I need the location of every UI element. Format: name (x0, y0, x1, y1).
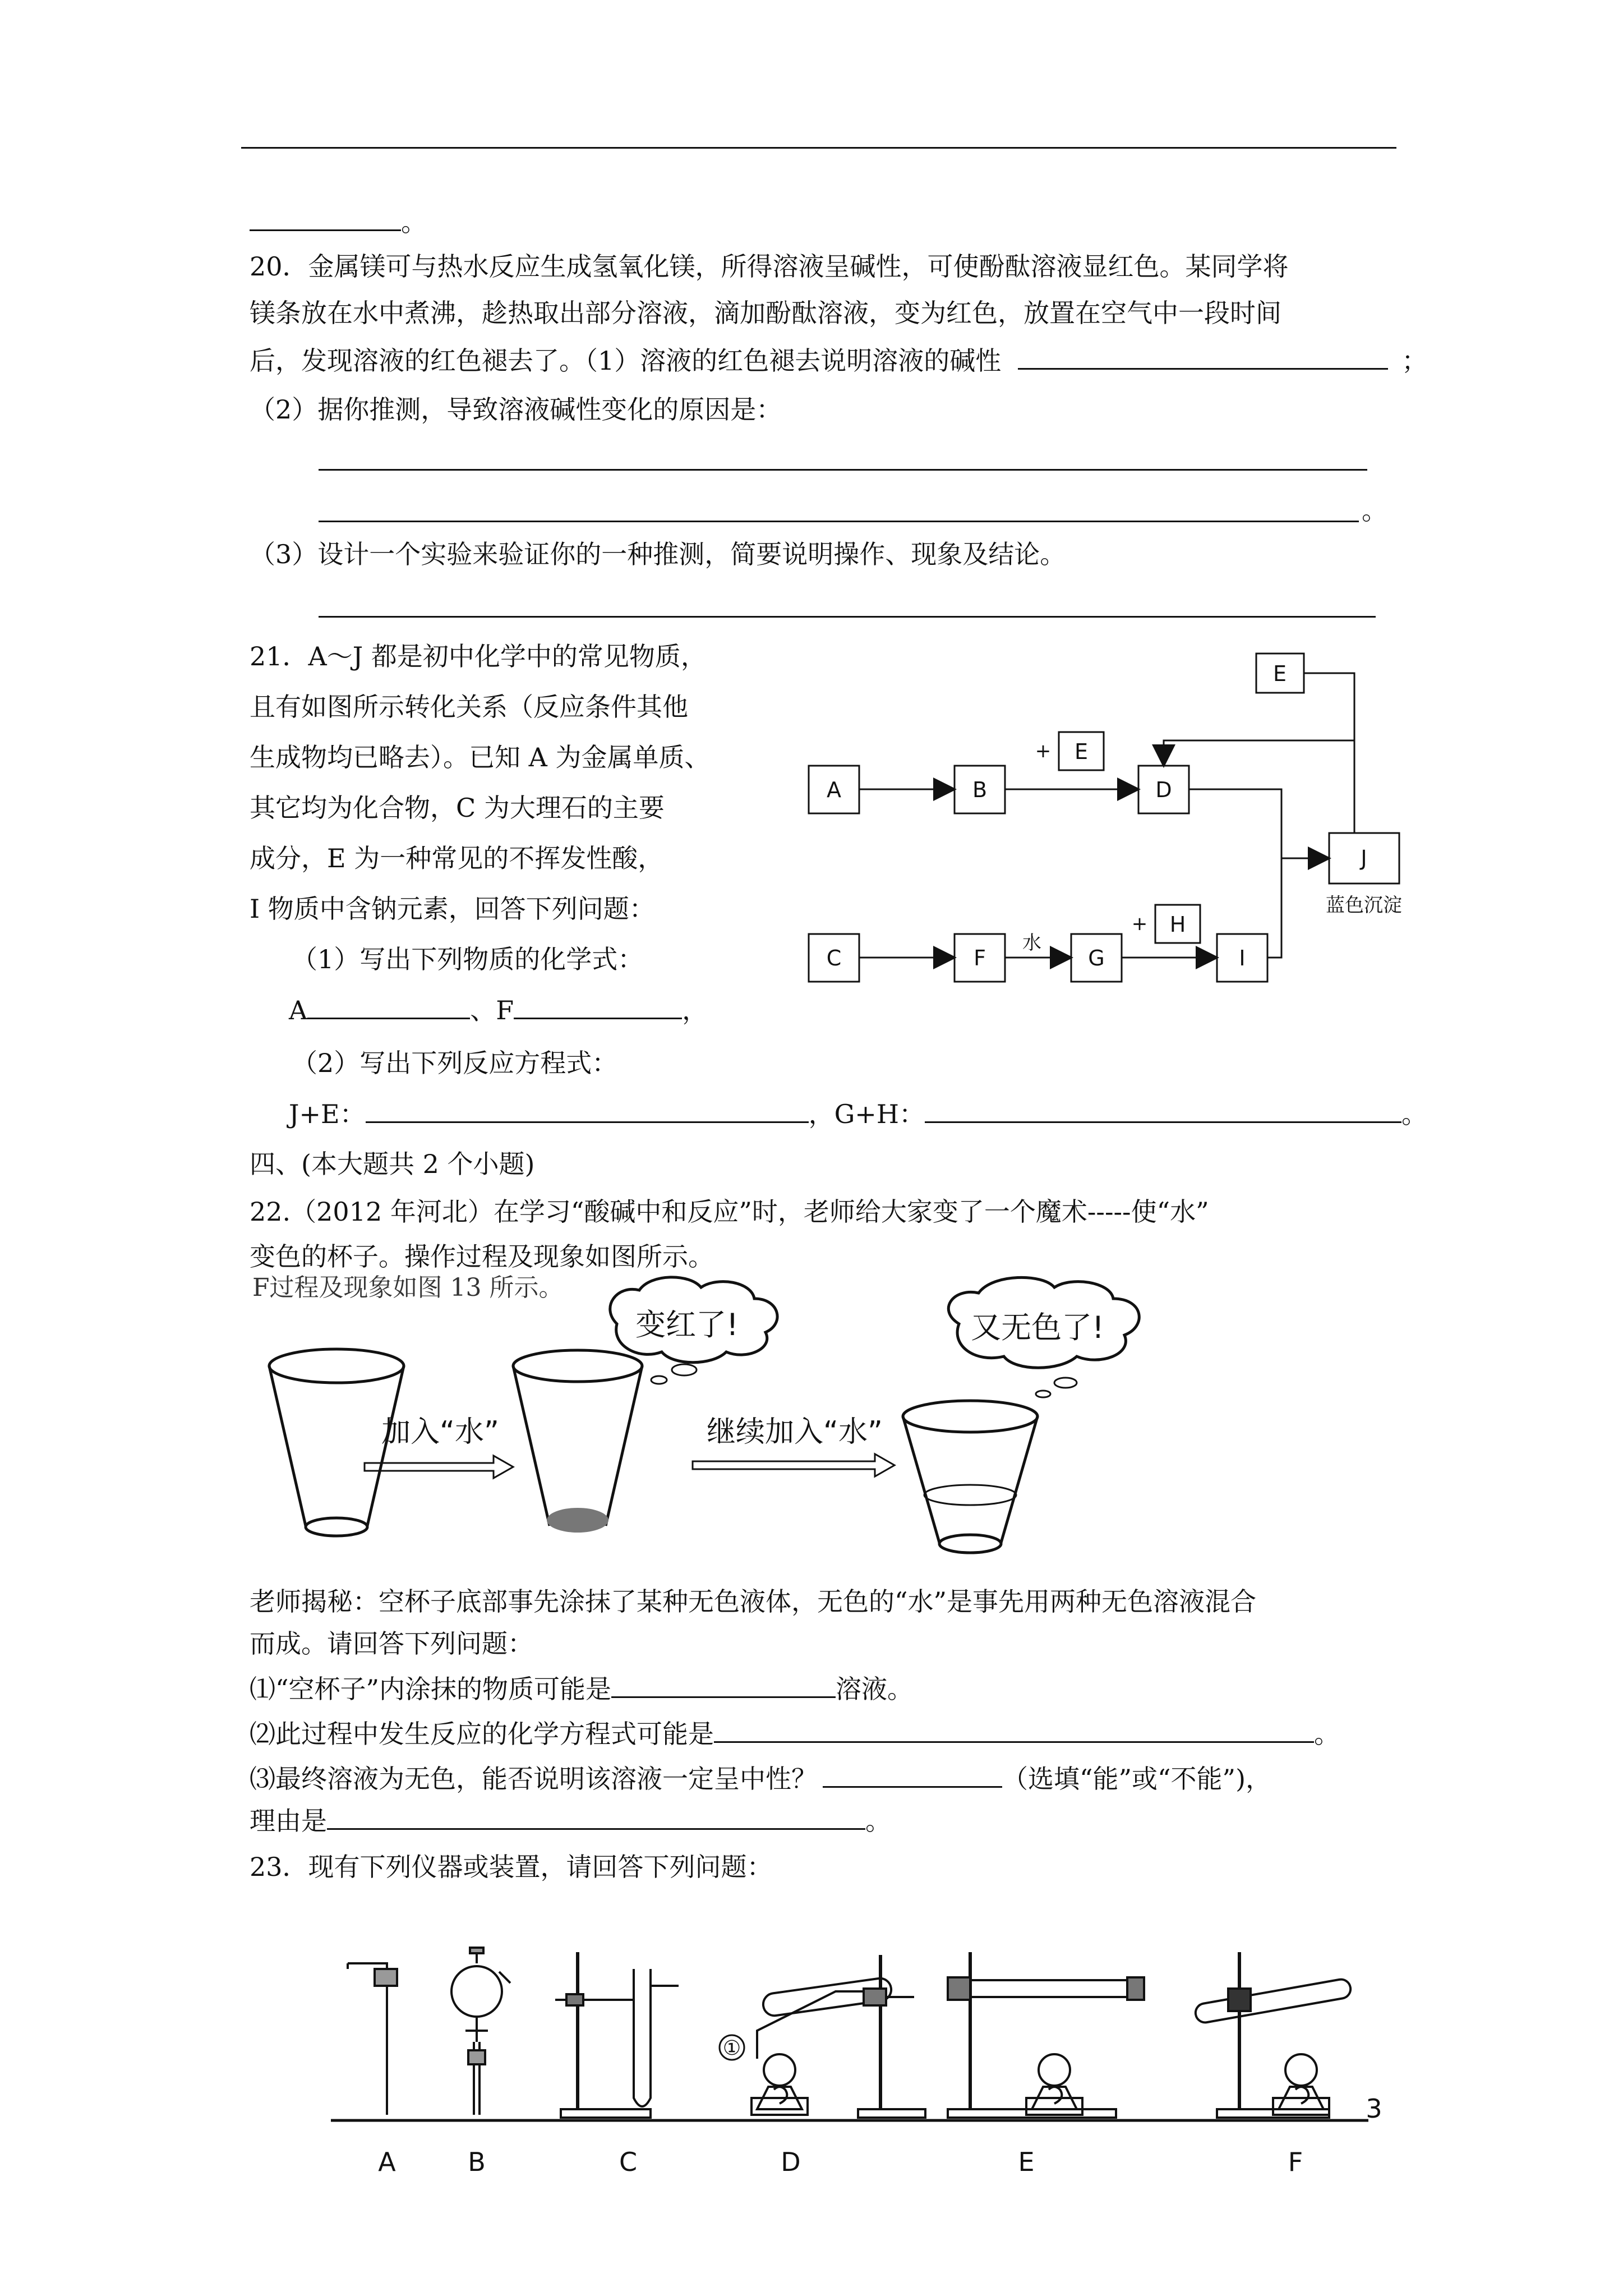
q22-sub1 (250, 1672, 913, 1706)
q22-sub4 (250, 1803, 891, 1838)
label-apparatus-e: E (1018, 2147, 1035, 2177)
q22-line1: 22.（2012 年河北）在学习“酸碱中和反应”时，老师给大家变了一个魔术-----使“水” (250, 1197, 1209, 1227)
node-b: B (972, 777, 988, 802)
blue-precipitate-label: 蓝色沉淀 (1326, 894, 1402, 917)
q20-line5-end: 。 (1362, 495, 1387, 526)
q22-sub3-suffix: （选填“能”或“不能”)， (1002, 1764, 1272, 1794)
answer-blank-equation[interactable] (714, 1717, 1314, 1743)
semicolon: ； (1401, 346, 1428, 376)
answer-line-q20-3[interactable] (319, 616, 1376, 618)
q20-line6: （3）设计一个实验来验证你的一种推测，简要说明操作、现象及结论。 (250, 539, 1066, 569)
circle-label-1: ① (722, 2037, 741, 2060)
figure-header-text: F过程及现象如图 13 所示。 (252, 1273, 564, 1302)
q22-sub2 (250, 1717, 1340, 1751)
q22-reveal2: 而成。请回答下列问题： (250, 1628, 533, 1659)
section4-heading: 四、(本大题共 2 个小题) (250, 1149, 535, 1179)
q20-line1: 20．金属镁可与热水反应生成氢氧化镁，所得溶液呈碱性，可使酚酞溶液显红色。某同学将 (250, 251, 1289, 282)
plus-h: + (1131, 913, 1148, 935)
node-c: C (826, 946, 842, 970)
q22-line2: 变色的杯子。操作过程及现象如图所示。 (250, 1241, 714, 1272)
label-apparatus-c: C (619, 2147, 638, 2177)
q22-sub3 (250, 1761, 1271, 1796)
q23-text: 23．现有下列仪器或装置，请回答下列问题： (250, 1852, 773, 1882)
answer-blank[interactable] (250, 205, 401, 231)
arrow1-label: 加入“水” (381, 1415, 499, 1449)
label-apparatus-a: A (378, 2147, 396, 2177)
answer-blank-cup-substance[interactable] (611, 1672, 836, 1698)
label-a: A (289, 995, 308, 1025)
node-i: I (1239, 946, 1246, 970)
answer-blank-neutral[interactable] (823, 1761, 1002, 1788)
water-label: 水 (1022, 932, 1041, 954)
node-e-top: E (1272, 661, 1287, 686)
prev-answer-line (250, 205, 427, 239)
label-apparatus-b: B (468, 2147, 486, 2177)
node-h: H (1169, 912, 1186, 937)
bubble2-text: 又无色了! (971, 1310, 1104, 1345)
node-e: E (1074, 739, 1089, 764)
q22-sub4-text: 理由是 (250, 1806, 327, 1836)
plus-e: + (1035, 740, 1052, 762)
node-j: J (1361, 846, 1367, 871)
answer-blank-je[interactable] (366, 1097, 809, 1123)
answer-blank-reason[interactable] (327, 1803, 865, 1830)
period: 。 (1314, 1719, 1340, 1749)
period: 。 (1401, 1099, 1427, 1129)
q21-line1: 21．A～J 都是初中化学中的常见物质， (250, 641, 707, 671)
answer-line-q20-2b[interactable] (319, 521, 1359, 522)
answer-blank-gh[interactable] (925, 1097, 1401, 1123)
page-number: 3 (1366, 2093, 1382, 2124)
q21-answers2 (289, 1097, 1427, 1131)
label-f: 、F (470, 995, 514, 1025)
apparatus-figure (331, 1947, 1391, 2182)
answer-blank-alkalinity[interactable] (1018, 343, 1388, 370)
answer-blank-f[interactable] (514, 993, 682, 1019)
label-je: J+E： (289, 1099, 366, 1129)
bubble1-text: 变红了! (635, 1307, 739, 1342)
node-g: G (1088, 946, 1105, 970)
q20-line3-text: 后，发现溶液的红色褪去了。（1）溶液的红色褪去说明溶液的碱性 (250, 346, 1002, 376)
answer-blank-a[interactable] (307, 993, 470, 1019)
label-apparatus-f: F (1288, 2147, 1303, 2177)
arrow2-label: 继续加入“水” (707, 1415, 883, 1449)
header-rule (241, 147, 1396, 149)
label-apparatus-d: D (781, 2147, 801, 2177)
q22-sub1-suffix: 溶液。 (836, 1674, 914, 1704)
q22-sub1-text: ⑴“空杯子”内涂抹的物质可能是 (250, 1674, 612, 1704)
magic-cup-figure (247, 1273, 1223, 1576)
q21-line3: 生成物均已略去）。已知 A 为金属单质、 (250, 742, 711, 772)
period: 。 (865, 1806, 891, 1836)
q21-answers1 (289, 993, 708, 1027)
q21-sub2: （2）写出下列反应方程式： (292, 1048, 618, 1078)
q20-line2: 镁条放在水中煮沸，趁热取出部分溶液，滴加酚酞溶液，变为红色，放置在空气中一段时间 (250, 298, 1281, 328)
node-d: D (1155, 777, 1172, 802)
period: 。 (401, 207, 427, 237)
answer-line-q20-2a[interactable] (319, 469, 1367, 471)
q20-line4: （2）据你推测，导致溶液碱性变化的原因是： (250, 394, 782, 425)
q22-sub3-text: ⑶最终溶液为无色，能否说明该溶液一定呈中性？ (250, 1764, 817, 1794)
q21-line6: I 物质中含钠元素，回答下列问题： (250, 894, 655, 924)
q21-line5: 成分，E 为一种常见的不挥发性酸， (250, 843, 664, 873)
q22-reveal1: 老师揭秘：空杯子底部事先涂抹了某种无色液体，无色的“水”是事先用两种无色溶液混合 (250, 1586, 1257, 1617)
comma: ， (682, 995, 708, 1025)
q21-line2: 且有如图所示转化关系（反应条件其他 (250, 692, 688, 722)
q21-line4: 其它均为化合物，C 为大理石的主要 (250, 793, 665, 823)
node-a: A (827, 777, 841, 802)
q21-sub1: （1）写出下列物质的化学式： (292, 944, 644, 974)
q20-line3 (250, 343, 1427, 378)
node-f: F (974, 946, 986, 970)
q22-sub2-text: ⑵此过程中发生反应的化学方程式可能是 (250, 1719, 714, 1749)
conversion-diagram (796, 639, 1419, 999)
label-gh: ，G+H： (808, 1099, 925, 1129)
